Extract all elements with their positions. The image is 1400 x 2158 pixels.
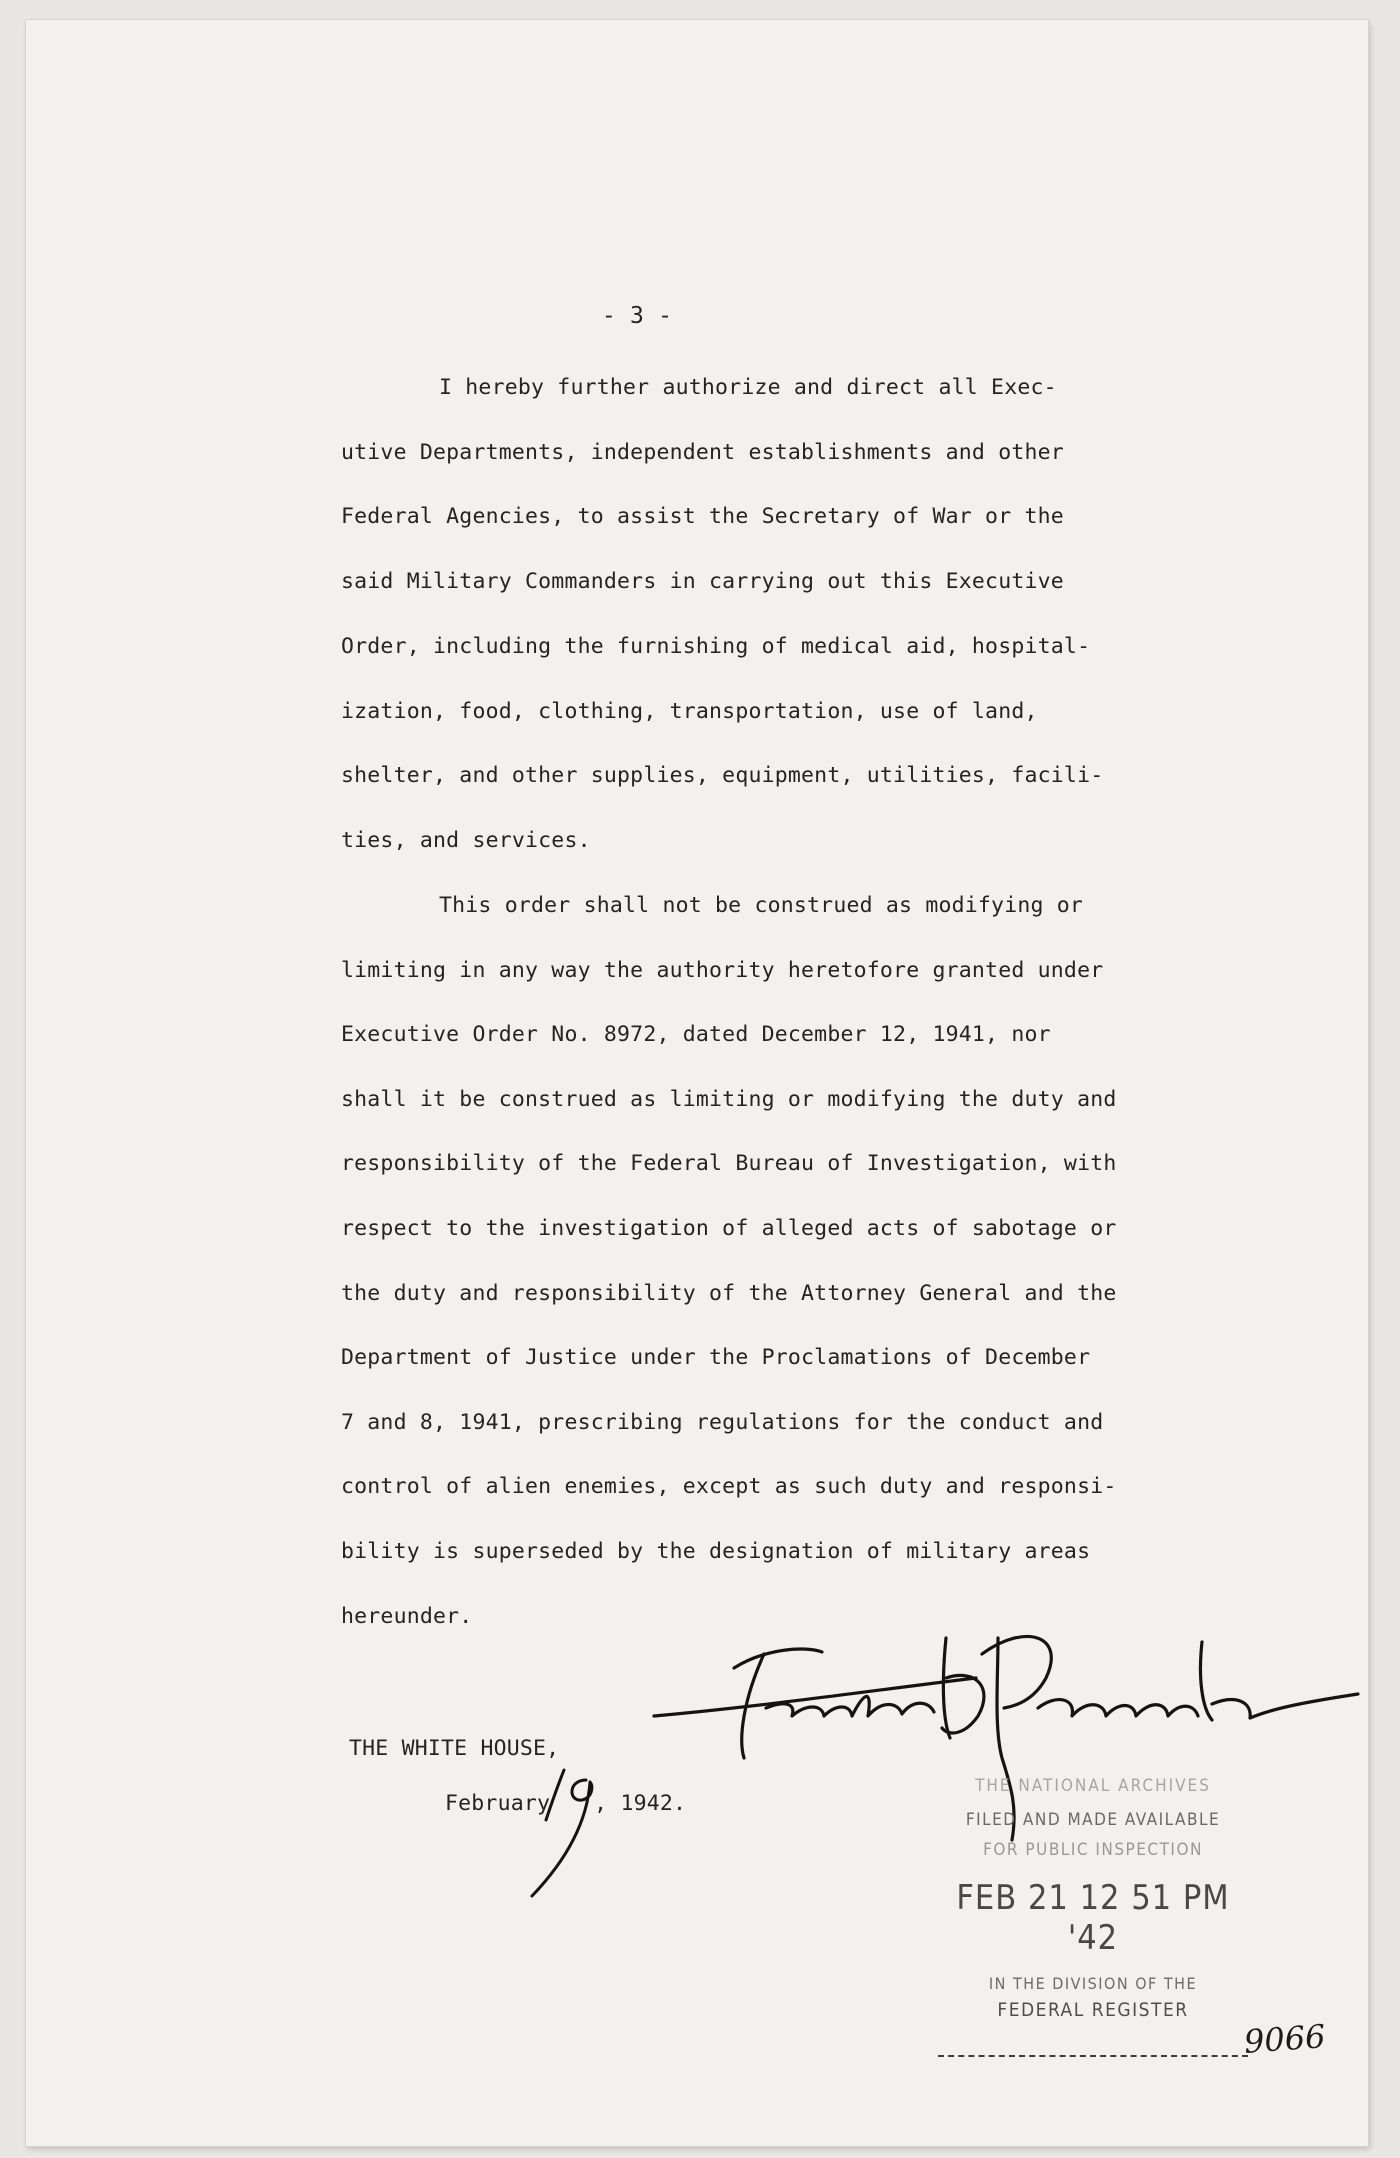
paragraph-2-line-1: This order shall not be construed as modifying or <box>439 893 1084 918</box>
stamp-line-6: FEDERAL REGISTER <box>997 1999 1189 2021</box>
paragraph-2-line-4: shall it be construed as limiting or modifying the duty and <box>341 1087 1117 1112</box>
document-page <box>26 20 1368 2146</box>
paragraph-2-line-5: responsibility of the Federal Bureau of Investigation, with <box>341 1151 1117 1176</box>
paragraph-1-line-4: said Military Commanders in carrying out this Executive <box>341 569 1064 594</box>
date-month: February <box>445 1791 551 1816</box>
paragraph-2-line-11: bility is superseded by the designation of military areas <box>341 1539 1091 1564</box>
file-number: 9066 <box>1242 2017 1327 2061</box>
paragraph-1-line-5: Order, including the furnishing of medical aid, hospital- <box>341 634 1091 659</box>
paragraph-2-line-2: limiting in any way the authority heretofore granted under <box>341 958 1104 983</box>
paragraph-2-line-10: control of alien enemies, except as such duty and responsi- <box>341 1474 1117 1499</box>
paragraph-1-line-3: Federal Agencies, to assist the Secretary of War or the <box>341 504 1064 529</box>
paragraph-2-line-12: hereunder. <box>341 1604 473 1629</box>
archives-filing-stamp <box>928 1776 1258 2057</box>
date-year: , 1942. <box>594 1791 687 1816</box>
stamp-line-5: IN THE DIVISION OF THE <box>988 1974 1198 1993</box>
closing-place: THE WHITE HOUSE, <box>349 1736 560 1761</box>
paragraph-1-line-7: shelter, and other supplies, equipment, utilities, facili- <box>341 763 1104 788</box>
stamp-dashed-rule <box>938 2055 1248 2057</box>
paragraph-1-line-8: ties, and services. <box>341 828 591 853</box>
paragraph-2-line-8: Department of Justice under the Proclamations of December <box>341 1345 1091 1370</box>
stamp-line-1: THE NATIONAL ARCHIVES <box>975 1776 1211 1796</box>
stamp-timestamp: FEB 21 12 51 PM '42 <box>956 1878 1230 1958</box>
paragraph-2-line-3: Executive Order No. 8972, dated December 12, 1941, nor <box>341 1022 1051 1047</box>
paragraph-1-line-2: utive Departments, independent establishments and other <box>341 440 1064 465</box>
stamp-line-2: FILED AND MADE AVAILABLE <box>965 1810 1221 1830</box>
paragraph-2-line-6: respect to the investigation of alleged acts of sabotage or <box>341 1216 1117 1241</box>
paragraph-2-line-7: the duty and responsibility of the Attorney General and the <box>341 1281 1117 1306</box>
stamp-line-3: FOR PUBLIC INSPECTION <box>983 1840 1203 1860</box>
page-number: - 3 - <box>601 303 673 329</box>
handwritten-day <box>524 1750 614 1900</box>
paragraph-2-line-9: 7 and 8, 1941, prescribing regulations for the conduct and <box>341 1410 1104 1435</box>
paragraph-1-line-1: I hereby further authorize and direct all Exec- <box>439 375 1057 400</box>
paragraph-1-line-6: ization, food, clothing, transportation, use of land, <box>341 699 1038 724</box>
